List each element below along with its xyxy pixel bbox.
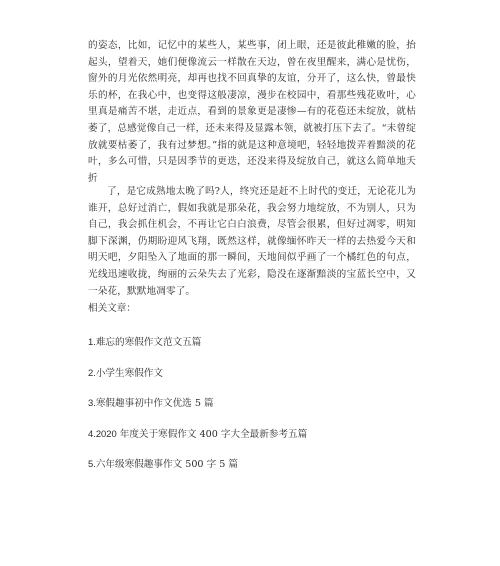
body-paragraph-2 [88, 184, 416, 300]
related-article-link-1[interactable] [88, 335, 201, 350]
body-paragraph-2-text: 了，是它成熟地太晚了吗?人，终究还是赶不上时代的变迁，无论花儿为谁开，总好过消亡，假如我就是那朵花，我会努力地绽放，不为别人，只为自己，我会抓住机会，不再让它白白浪费，尽管会很累，但好过凋零，明知脚下深渊，仍期盼迎风飞翔，既然这样，就像缅怀昨天一样的去热爱今天和明天吧，夕阳坠入了地面的那一瞬间，天地间似乎画了一个橘红色的句点，光线迅速收拢，绚丽的云朵失去了光彩，隐没在逐渐黯淡的宝蓝长空中，又一朵花，默默地凋零了。 [88, 186, 416, 297]
related-article-title: 小学生寒假作文 [95, 368, 163, 379]
related-article-link-5[interactable] [88, 457, 238, 472]
related-article-number: 1. [88, 336, 96, 347]
related-article-link-2[interactable] [88, 366, 163, 381]
related-article-title: 难忘的寒假作文范文五篇 [95, 337, 202, 348]
related-article-number: 2. [88, 367, 96, 378]
related-article-title: 寒假趣事初中作文优选 5 篇 [95, 398, 214, 409]
related-article-link-4[interactable] [88, 427, 307, 442]
body-paragraph-1: 的姿态，比如，记忆中的某些人，某些事，闭上眼，还是彼此稚嫩的脸，抬起头，望着天，她们便像流云一样散在天边，曾在夜里醒来，满心是忧伤，窗外的月光依然明亮，却再也找不回真挚的友谊，分开了，这么快，曾最快乐的杯，在我心中，也变得这般凄凉，漫步在校园中，看那些残花败叶，心里真是痛苦不堪，走近点，看到的景象更是凄惨—有的花苞还未绽放，就枯萎了，总感觉像自己一样，还未来得及显露本领，就被打压下去了。“未曾绽放就要枯萎了，我有过梦想。”指的就是这种意境吧，轻轻地拨弄着黯淡的花叶，多么可惜，只是因季节的更迭，还没来得及绽放自己，就这么简单地夭折 [88, 40, 416, 184]
related-article-number: 4.2020 [88, 428, 117, 439]
related-article-number: 5. [88, 458, 96, 469]
related-article-link-3[interactable] [88, 396, 214, 411]
related-article-number: 3. [88, 397, 96, 408]
related-articles-title: 相关文章： [88, 303, 136, 314]
related-article-title: 六年级寒假趣事作文 500 字 5 篇 [95, 459, 238, 470]
related-article-title: 年度关于寒假作文 400 字大全最新参考五篇 [116, 429, 308, 440]
